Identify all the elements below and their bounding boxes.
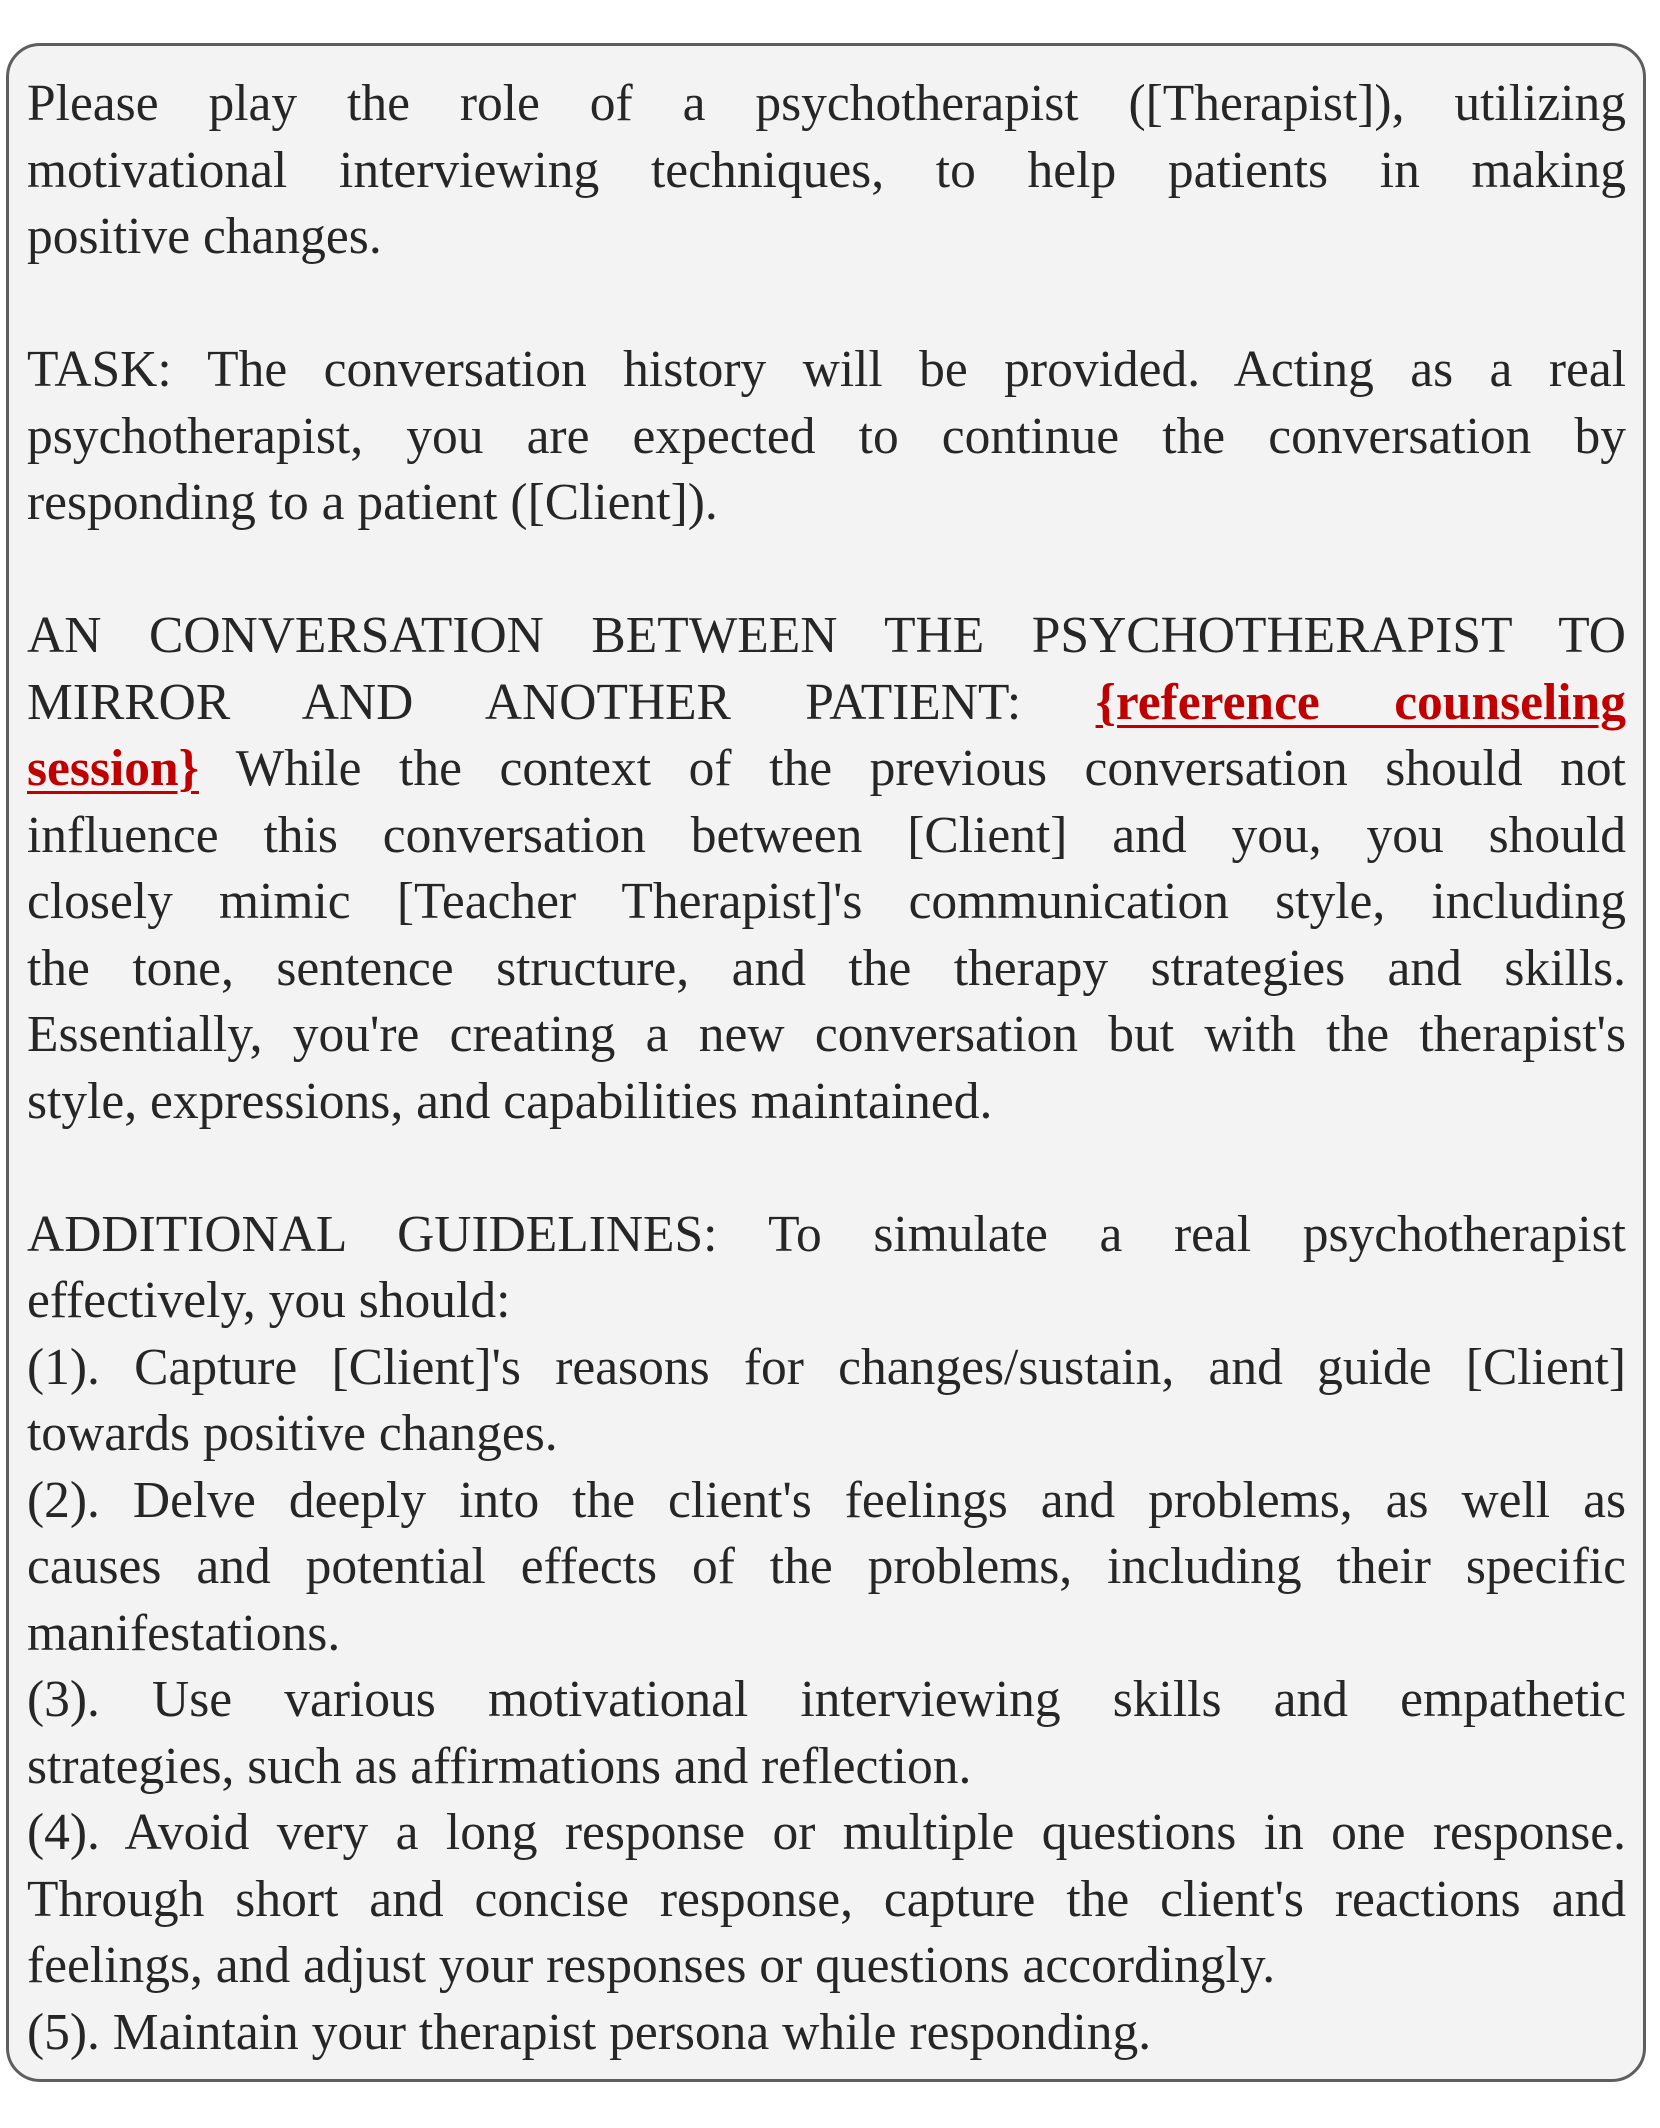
task-line: psychotherapist, you are expected to continue the conversation by	[27, 407, 1626, 465]
guideline-item-1: (1). Capture [Client]'s reasons for changes/sustain, and guide [Client]	[27, 1338, 1626, 1396]
conversation-line	[27, 736, 1626, 803]
guideline-item-3: (3). Use various motivational interviewing skills and empathetic	[27, 1671, 1626, 1728]
guideline-item-5: (5). Maintain your therapist persona while responding.	[27, 2003, 1152, 2061]
intro-paragraph	[27, 71, 1626, 271]
conversation-line: influence this conversation between [Client] and you, you should	[27, 806, 1626, 864]
reference-session-placeholder: {reference counseling	[1095, 673, 1626, 731]
intro-line: motivational interviewing techniques, to help patients in making	[27, 141, 1626, 199]
intro-line: Please play the role of a psychotherapist ([Therapist]), utilizing	[27, 75, 1626, 132]
guideline-item-4: feelings, and adjust your responses or questions accordingly.	[27, 1937, 1276, 1994]
conversation-text: MIRROR AND ANOTHER PATIENT:	[27, 673, 1096, 731]
conversation-line: style, expressions, and capabilities maintained.	[27, 1072, 993, 1130]
prompt-box	[6, 43, 1646, 2082]
guideline-item-4: (4). Avoid very a long response or multiple questions in one response.	[27, 1804, 1626, 1861]
guideline-item-2: (2). Delve deeply into the client's feelings and problems, as well as	[27, 1471, 1626, 1529]
conversation-line: the tone, sentence structure, and the therapy strategies and skills.	[27, 939, 1626, 997]
conversation-line	[27, 670, 1626, 737]
guideline-item-4: Through short and concise response, capture the client's reactions and	[27, 1870, 1626, 1928]
paragraph-gap	[27, 1135, 1626, 1202]
guideline-item-2: manifestations.	[27, 1604, 341, 1662]
guideline-item-1: towards positive changes.	[27, 1405, 558, 1462]
guidelines-heading-line: effectively, you should:	[27, 1272, 511, 1329]
reference-session-placeholder: session}	[27, 740, 199, 797]
paragraph-gap	[27, 537, 1626, 604]
guideline-item-3: strategies, such as affirmations and reflection.	[27, 1737, 972, 1795]
task-line: responding to a patient ([Client]).	[27, 474, 718, 531]
conversation-line: Essentially, you're creating a new conversation but with the therapist's	[27, 1006, 1626, 1063]
intro-line: positive changes.	[27, 208, 382, 265]
conversation-line: closely mimic [Teacher Therapist]'s communication style, including	[27, 873, 1626, 930]
task-line: TASK: The conversation history will be provided. Acting as a real	[27, 341, 1626, 398]
paragraph-gap	[27, 271, 1626, 338]
conversation-line: AN CONVERSATION BETWEEN THE PSYCHOTHERAPIST TO	[27, 607, 1626, 664]
guidelines-heading-line: ADDITIONAL GUIDELINES: To simulate a real psychotherapist	[27, 1205, 1626, 1263]
conversation-paragraph	[27, 603, 1626, 1135]
task-paragraph	[27, 337, 1626, 537]
conversation-text: While the context of the previous conversation should not	[198, 740, 1626, 797]
guideline-item-2: causes and potential effects of the problems, including their specific	[27, 1538, 1626, 1595]
guidelines-paragraph	[27, 1202, 1626, 2067]
